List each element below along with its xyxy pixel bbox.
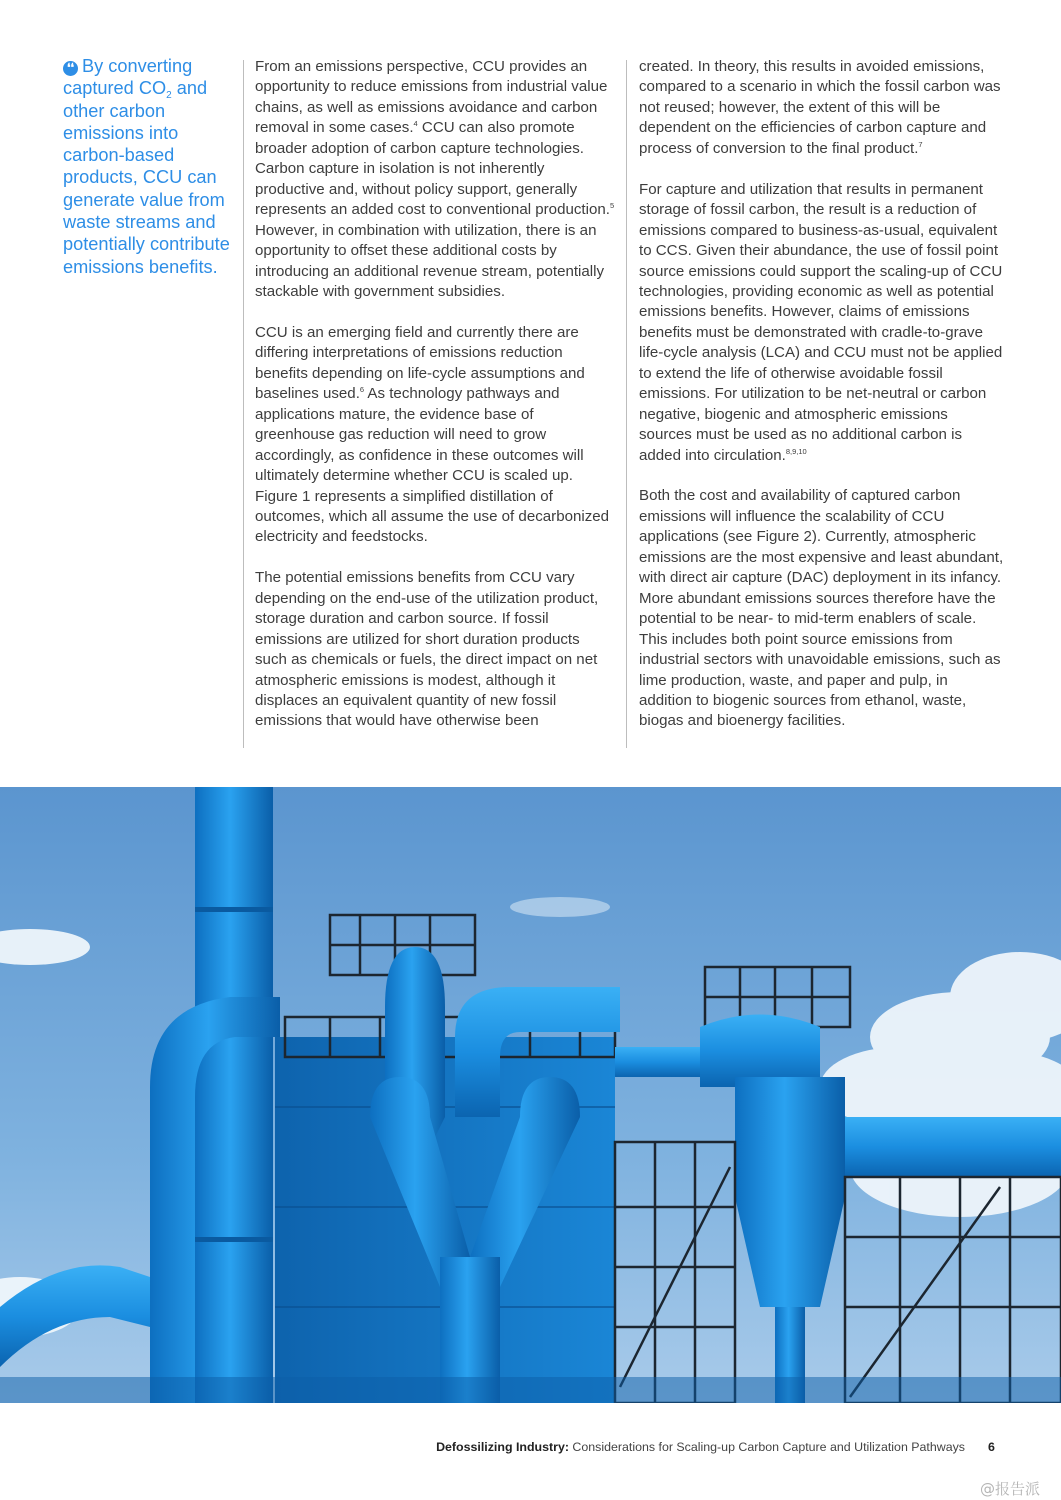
body-column-2 [639, 57, 1004, 752]
text: CCU can also promote broader adoption of carbon capture technologies. Carbon capture in isolation is not inherently productive and, without policy support, generally represents an added cost to conventional production. [255, 119, 610, 219]
footer-title-rest: Considerations for Scaling-up Carbon Capture and Utilization Pathways [568, 1440, 965, 1454]
footnote-ref: 7 [918, 139, 923, 149]
paragraph [255, 57, 615, 302]
text: As technology pathways and applications mature, the evidence base of greenhouse gas reduction will need to grow accordingly, as confidence in these outcomes will ultimately determine whether CCU is scaled up. Figure 1 represents a simplified distillation of outcomes, which all assume the use of decarbonized electricity and feedstocks. [255, 385, 610, 546]
page-number: 6 [988, 1440, 995, 1454]
pull-quote-text-2: and other carbon emissions into carbon-based products, CCU can generate value from waste streams and potentially contribute emissions benefits. [63, 78, 230, 277]
pull-quote [63, 55, 235, 278]
text: For capture and utilization that results in permanent storage of fossil carbon, the result is a reduction of emissions compared to business-as-usual, equivalent to CCS. Given their abundance, the use of fossil point source emissions could support the scaling-up of CCU technologies, providing economic as well as potential emissions benefits. However, claims of emissions benefits must be demonstrated with cradle-to-grave life-cycle analysis (LCA) and CCU must not be applied to extend the life of otherwise avoidable fossil emissions. For utilization to be net-neutral or carbon negative, biogenic and atmospheric emissions sources must be used as no additional carbon is added into circulation. [639, 180, 1003, 464]
paragraph: Both the cost and availability of captured carbon emissions will influence the scalability of CCU applications (see Figure 2). Currently, atmospheric emissions are the most expensive and least abundant, with direct air capture (DAC) deployment in its infancy. More abundant emissions sources therefore have the potential to be near- to mid-term enablers of scale. This includes both point source emissions from industrial sectors with unavoidable emissions, such as lime production, waste, and paper and pulp, in addition to biogenic sources from ethanol, waste, biogas and bioenergy facilities. [639, 487, 1004, 730]
pull-quote-subscript: 2 [166, 90, 172, 102]
column-divider-1 [243, 60, 244, 748]
watermark: @报告派 [980, 1480, 1041, 1498]
paragraph [255, 323, 615, 548]
page-footer [436, 1440, 965, 1454]
quote-icon: ❛❛ [63, 61, 78, 76]
footnote-ref: 6 [359, 385, 365, 395]
footnote-ref: 5 [609, 201, 615, 211]
text: created. In theory, this results in avoided emissions, compared to a scenario in which the fossil carbon was not reused; however, the extent of this will be dependent on the efficiencies of carbon capture and process of conversion to the final product. [639, 58, 1001, 157]
body-column-1 [255, 57, 615, 752]
text: However, in combination with utilization, there is an opportunity to offset these additional costs by introducing an additional revenue stream, potentially stackable with government subsidies. [255, 221, 605, 300]
industrial-plant-photo [0, 787, 1061, 1403]
footnote-ref: 8,9,10 [785, 446, 807, 456]
column-divider-2 [626, 60, 627, 748]
plant-illustration [0, 787, 1061, 1403]
footnote-ref: 4 [413, 119, 418, 129]
text: From an emissions perspective, CCU provides an opportunity to reduce emissions from industrial value chains, as well as emissions avoidance and carbon removal in some cases. [255, 58, 608, 137]
pull-quote-text-1: By converting captured CO [63, 56, 193, 99]
paragraph: The potential emissions benefits from CCU vary depending on the end-use of the utilization product, storage duration and carbon source. If fossil emissions are utilized for short duration products such as chemicals or fuels, the direct impact on net atmospheric emissions is modest, although it displaces an equivalent quantity of new fossil emissions that would have otherwise been [255, 569, 599, 730]
paragraph [639, 57, 1004, 159]
text: CCU is an emerging field and currently there are differing interpretations of emissions reduction benefits depending on life-cycle assumptions and baselines used. [255, 323, 585, 403]
footer-title-bold: Defossilizing Industry: [436, 1440, 569, 1454]
paragraph [639, 180, 1004, 466]
